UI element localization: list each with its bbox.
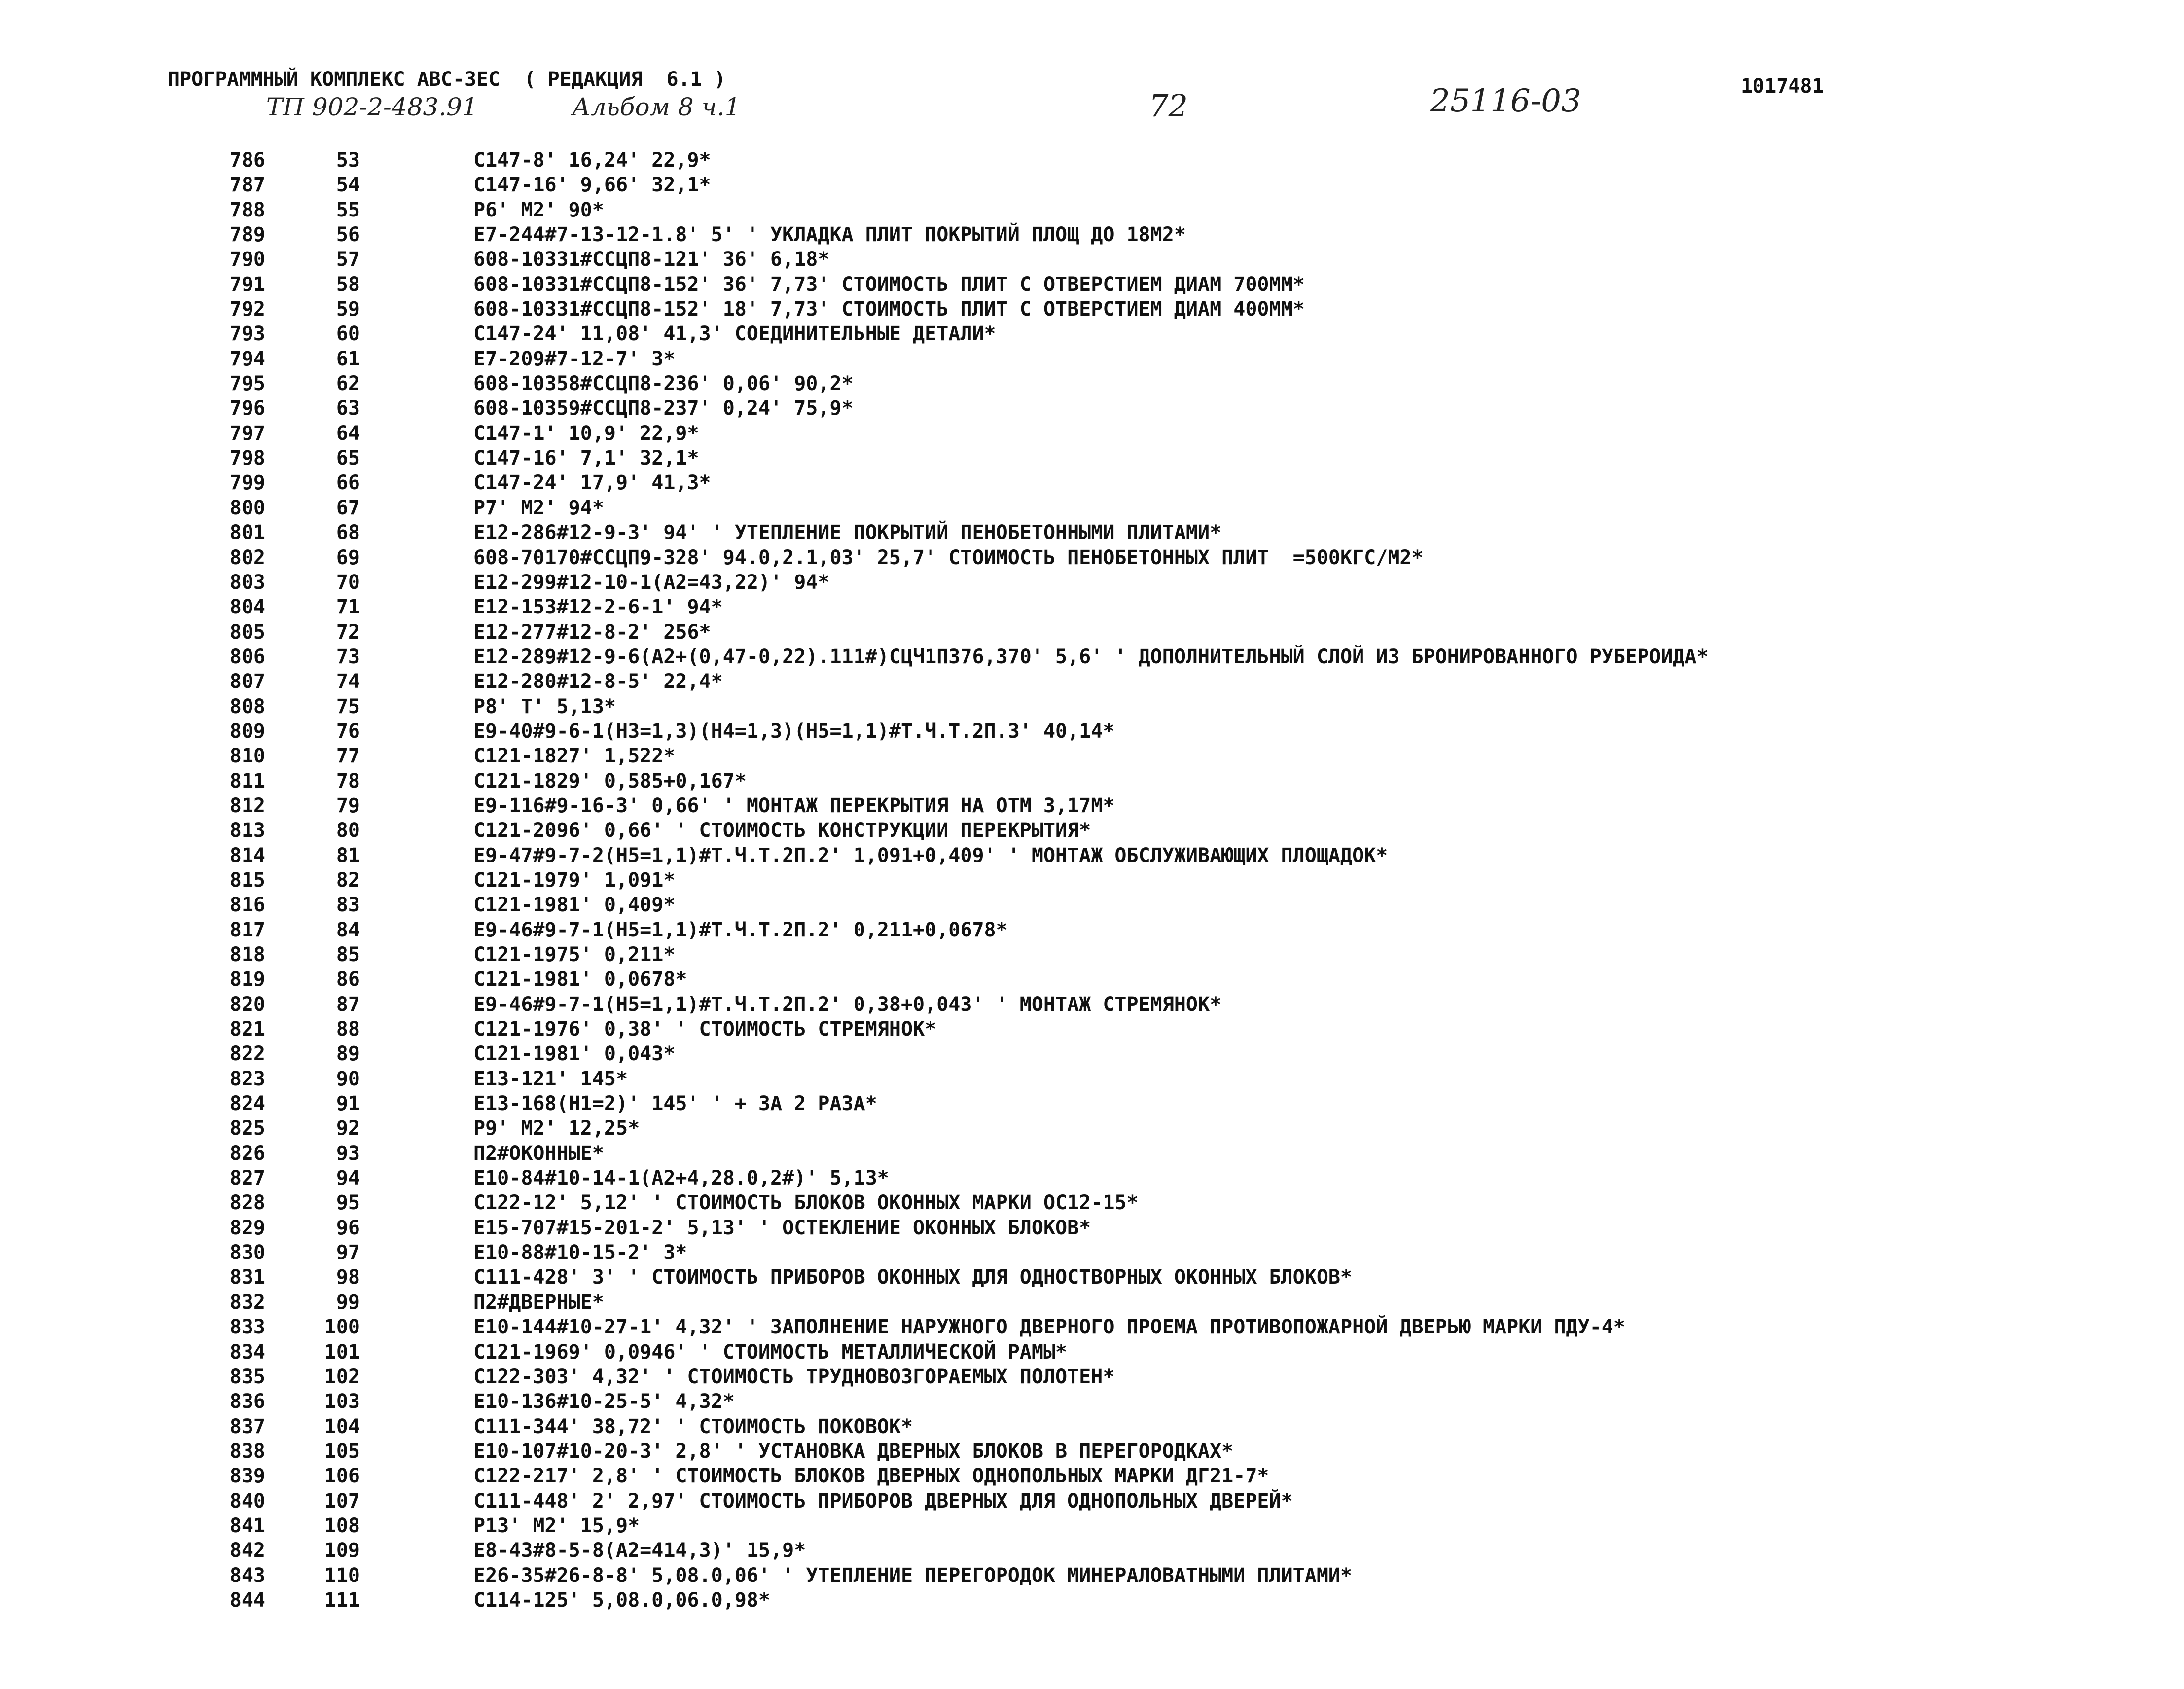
line-number: 795 <box>229 372 265 395</box>
statement-text: Р9' М2' 12,25* <box>473 1117 640 1140</box>
sequence-number: 103 <box>324 1390 360 1413</box>
line-number: 826 <box>229 1142 265 1165</box>
statement-text: С121-1969' 0,0946' ' СТОИМОСТЬ МЕТАЛЛИЧЕСКОЙ РАМЫ* <box>473 1340 1068 1364</box>
sequence-number: 62 <box>336 372 360 395</box>
sequence-number: 108 <box>324 1514 360 1537</box>
listing-row <box>0 992 2184 1017</box>
listing-row <box>0 620 2184 645</box>
statement-text: С121-1981' 0,043* <box>473 1042 676 1066</box>
statement-text: 608-10359#ССЦП8-237' 0,24' 75,9* <box>473 397 854 420</box>
sequence-number: 109 <box>324 1539 360 1562</box>
listing-row <box>0 669 2184 694</box>
line-number: 790 <box>229 248 265 271</box>
statement-text: Е12-299#12-10-1(А2=43,22)' 94* <box>473 571 830 594</box>
listing-row <box>0 1563 2184 1588</box>
line-number: 838 <box>229 1439 265 1463</box>
listing-row <box>0 793 2184 818</box>
sequence-number: 80 <box>336 819 360 842</box>
sequence-number: 94 <box>336 1167 360 1190</box>
statement-text: Е7-209#7-12-7' 3* <box>473 347 676 370</box>
listing-row <box>0 645 2184 669</box>
sequence-number: 60 <box>336 323 360 346</box>
line-number: 805 <box>229 620 265 644</box>
listing-row <box>0 719 2184 744</box>
listing-row <box>0 595 2184 619</box>
sequence-number: 77 <box>336 745 360 768</box>
line-number: 825 <box>229 1117 265 1140</box>
listing-row <box>0 843 2184 868</box>
listing-row <box>0 1091 2184 1116</box>
statement-text: П2#ОКОННЫЕ* <box>473 1142 604 1165</box>
statement-text: С121-1975' 0,211* <box>473 943 676 966</box>
line-number: 832 <box>229 1291 265 1314</box>
sequence-number: 66 <box>336 471 360 495</box>
listing-row <box>0 297 2184 322</box>
sequence-number: 95 <box>336 1191 360 1215</box>
listing-row <box>0 1588 2184 1613</box>
line-number: 829 <box>229 1216 265 1239</box>
listing-row <box>0 1240 2184 1265</box>
listing-row <box>0 520 2184 545</box>
sequence-number: 101 <box>324 1340 360 1364</box>
sequence-number: 57 <box>336 248 360 271</box>
statement-text: С121-2096' 0,66' ' СТОИМОСТЬ КОНСТРУКЦИИ ПЕРЕКРЫТИЯ* <box>473 819 1091 842</box>
line-number: 789 <box>229 223 265 247</box>
line-number: 817 <box>229 918 265 941</box>
statement-text: 608-10358#ССЦП8-236' 0,06' 90,2* <box>473 372 854 395</box>
line-number: 808 <box>229 695 265 718</box>
sequence-number: 106 <box>324 1465 360 1488</box>
listing-row <box>0 496 2184 520</box>
statement-text: С121-1981' 0,0678* <box>473 968 687 991</box>
listing-row <box>0 347 2184 371</box>
handwritten-album: Альбом 8 ч.1 <box>572 93 741 121</box>
sequence-number: 53 <box>336 149 360 172</box>
sequence-number: 71 <box>336 596 360 619</box>
line-number: 815 <box>229 868 265 892</box>
sequence-number: 110 <box>324 1564 360 1587</box>
sequence-number: 70 <box>336 571 360 594</box>
statement-text: Е12-153#12-2-6-1' 94* <box>473 596 723 619</box>
listing-row <box>0 1141 2184 1166</box>
listing-row <box>0 198 2184 222</box>
line-number: 813 <box>229 819 265 842</box>
statement-text: 608-10331#ССЦП8-152' 18' 7,73' СТОИМОСТЬ ПЛИТ С ОТВЕРСТИЕМ ДИАМ 400ММ* <box>473 298 1305 321</box>
listing-row <box>0 1290 2184 1315</box>
sequence-number: 96 <box>336 1216 360 1239</box>
statement-text: Е10-84#10-14-1(А2+4,28.0,2#)' 5,13* <box>473 1167 889 1190</box>
sequence-number: 82 <box>336 868 360 892</box>
sequence-number: 89 <box>336 1042 360 1066</box>
line-number: 823 <box>229 1067 265 1090</box>
listing-row <box>0 694 2184 719</box>
listing-row <box>0 446 2184 470</box>
statement-text: Е10-107#10-20-3' 2,8' ' УСТАНОВКА ДВЕРНЫХ БЛОКОВ В ПЕРЕГОРОДКАХ* <box>473 1439 1234 1463</box>
sequence-number: 61 <box>336 347 360 370</box>
listing-row <box>0 1340 2184 1365</box>
sequence-number: 93 <box>336 1142 360 1165</box>
sequence-number: 92 <box>336 1117 360 1140</box>
sequence-number: 54 <box>336 174 360 197</box>
statement-text: С122-12' 5,12' ' СТОИМОСТЬ БЛОКОВ ОКОННЫХ МАРКИ ОС12-15* <box>473 1191 1139 1215</box>
statement-text: 608-10331#ССЦП8-121' 36' 6,18* <box>473 248 830 271</box>
listing-row <box>0 371 2184 396</box>
statement-text: С121-1979' 1,091* <box>473 868 676 892</box>
sequence-number: 86 <box>336 968 360 991</box>
listing-row <box>0 247 2184 272</box>
listing-row <box>0 570 2184 595</box>
sequence-number: 90 <box>336 1067 360 1090</box>
sequence-number: 68 <box>336 521 360 544</box>
line-number: 798 <box>229 447 265 470</box>
line-number: 818 <box>229 943 265 966</box>
listing-row <box>0 967 2184 992</box>
sequence-number: 72 <box>336 620 360 644</box>
sequence-number: 79 <box>336 794 360 817</box>
statement-text: Е9-40#9-6-1(Н3=1,3)(Н4=1,3)(Н5=1,1)#Т.Ч.Т.2П.3' 40,14* <box>473 719 1115 743</box>
line-number: 811 <box>229 769 265 792</box>
sequence-number: 67 <box>336 496 360 519</box>
statement-text: С122-303' 4,32' ' СТОИМОСТЬ ТРУДНОВОЗГОРАЕМЫХ ПОЛОТЕН* <box>473 1365 1115 1388</box>
statement-text: Е9-116#9-16-3' 0,66' ' МОНТАЖ ПЕРЕКРЫТИЯ НА ОТМ 3,17М* <box>473 794 1115 817</box>
statement-text: Е10-136#10-25-5' 4,32* <box>473 1390 735 1413</box>
listing-row <box>0 1315 2184 1339</box>
handwritten-tp-number: ТП 902-2-483.91 <box>266 93 478 121</box>
listing-row <box>0 1190 2184 1215</box>
statement-text: Е13-121' 145* <box>473 1067 628 1090</box>
line-number: 839 <box>229 1465 265 1488</box>
line-number: 835 <box>229 1365 265 1388</box>
listing-row <box>0 272 2184 297</box>
listing-body <box>0 148 2184 1613</box>
line-number: 836 <box>229 1390 265 1413</box>
line-number: 828 <box>229 1191 265 1215</box>
line-number: 799 <box>229 471 265 495</box>
statement-text: Е10-88#10-15-2' 3* <box>473 1241 687 1264</box>
sequence-number: 100 <box>324 1316 360 1339</box>
listing-row <box>0 868 2184 893</box>
line-number: 788 <box>229 198 265 221</box>
statement-text: С147-1' 10,9' 22,9* <box>473 422 699 445</box>
sequence-number: 88 <box>336 1018 360 1041</box>
statement-text: Р6' М2' 90* <box>473 198 604 221</box>
statement-text: С111-448' 2' 2,97' СТОИМОСТЬ ПРИБОРОВ ДВЕРНЫХ ДЛЯ ОДНОПОЛЬНЫХ ДВЕРЕЙ* <box>473 1489 1293 1512</box>
line-number: 796 <box>229 397 265 420</box>
listing-row <box>0 545 2184 570</box>
statement-text: С121-1827' 1,522* <box>473 745 676 768</box>
listing-row <box>0 1389 2184 1414</box>
statement-text: С122-217' 2,8' ' СТОИМОСТЬ БЛОКОВ ДВЕРНЫХ ОДНОПОЛЬНЫХ МАРКИ ДГ21-7* <box>473 1465 1269 1488</box>
statement-text: Е8-43#8-5-8(А2=414,3)' 15,9* <box>473 1539 806 1562</box>
sequence-number: 99 <box>336 1291 360 1314</box>
sequence-number: 98 <box>336 1266 360 1289</box>
statement-text: С147-24' 17,9' 41,3* <box>473 471 711 495</box>
listing-row <box>0 744 2184 768</box>
sequence-number: 69 <box>336 546 360 569</box>
sequence-number: 84 <box>336 918 360 941</box>
line-number: 794 <box>229 347 265 370</box>
document-id: 1017481 <box>1741 75 1824 98</box>
line-number: 792 <box>229 298 265 321</box>
line-number: 827 <box>229 1167 265 1190</box>
statement-text: С121-1829' 0,585+0,167* <box>473 769 747 792</box>
listing-row <box>0 942 2184 967</box>
statement-text: Е12-277#12-8-2' 256* <box>473 620 711 644</box>
sequence-number: 58 <box>336 273 360 296</box>
sequence-number: 74 <box>336 670 360 693</box>
sequence-number: 78 <box>336 769 360 792</box>
statement-text: С114-125' 5,08.0,06.0,98* <box>473 1588 771 1612</box>
listing-row <box>0 1216 2184 1240</box>
statement-text: Р7' М2' 94* <box>473 496 604 519</box>
listing-row <box>0 148 2184 173</box>
sequence-number: 76 <box>336 719 360 743</box>
sequence-number: 87 <box>336 993 360 1016</box>
sequence-number: 104 <box>324 1415 360 1438</box>
sequence-number: 105 <box>324 1439 360 1463</box>
statement-text: С147-16' 9,66' 32,1* <box>473 174 711 197</box>
sequence-number: 65 <box>336 447 360 470</box>
statement-text: Е12-289#12-9-6(А2+(0,47-0,22).111#)СЦЧ1П376,370' 5,6' ' ДОПОЛНИТЕЛЬНЫЙ СЛОЙ ИЗ БРОНИРОВАННОГО РУБЕРОИДА* <box>473 645 1709 668</box>
line-number: 786 <box>229 149 265 172</box>
line-number: 831 <box>229 1266 265 1289</box>
line-number: 804 <box>229 596 265 619</box>
listing-row <box>0 1365 2184 1389</box>
line-number: 810 <box>229 745 265 768</box>
listing-row <box>0 396 2184 421</box>
line-number: 840 <box>229 1489 265 1512</box>
sequence-number: 55 <box>336 198 360 221</box>
line-number: 797 <box>229 422 265 445</box>
sequence-number: 59 <box>336 298 360 321</box>
statement-text: Е9-46#9-7-1(Н5=1,1)#Т.Ч.Т.2П.2' 0,211+0,0678* <box>473 918 1008 941</box>
statement-text: 608-10331#ССЦП8-152' 36' 7,73' СТОИМОСТЬ ПЛИТ С ОТВЕРСТИЕМ ДИАМ 700ММ* <box>473 273 1305 296</box>
line-number: 802 <box>229 546 265 569</box>
statement-text: С121-1981' 0,409* <box>473 894 676 917</box>
line-number: 801 <box>229 521 265 544</box>
line-number: 844 <box>229 1588 265 1612</box>
sequence-number: 111 <box>324 1588 360 1612</box>
line-number: 806 <box>229 645 265 668</box>
listing-row <box>0 1489 2184 1513</box>
line-number: 800 <box>229 496 265 519</box>
line-number: 821 <box>229 1018 265 1041</box>
line-number: 841 <box>229 1514 265 1537</box>
sequence-number: 107 <box>324 1489 360 1512</box>
sequence-number: 81 <box>336 844 360 867</box>
statement-text: 608-70170#ССЦП9-328' 94.0,2.1,03' 25,7' СТОИМОСТЬ ПЕНОБЕТОННЫХ ПЛИТ =500КГС/М2* <box>473 546 1424 569</box>
statement-text: Е13-168(Н1=2)' 145' ' + ЗА 2 РАЗА* <box>473 1092 877 1115</box>
listing-row <box>0 1538 2184 1563</box>
statement-text: С121-1976' 0,38' ' СТОИМОСТЬ СТРЕМЯНОК* <box>473 1018 937 1041</box>
listing-row <box>0 893 2184 917</box>
listing-row <box>0 1513 2184 1538</box>
statement-text: Е12-280#12-8-5' 22,4* <box>473 670 723 693</box>
statement-text: Е9-46#9-7-1(Н5=1,1)#Т.Ч.Т.2П.2' 0,38+0,043' ' МОНТАЖ СТРЕМЯНОК* <box>473 993 1222 1016</box>
line-number: 842 <box>229 1539 265 1562</box>
listing-row <box>0 918 2184 942</box>
statement-text: Е7-244#7-13-12-1.8' 5' ' УКЛАДКА ПЛИТ ПОКРЫТИЙ ПЛОЩ ДО 18М2* <box>473 223 1186 247</box>
line-number: 803 <box>229 571 265 594</box>
statement-text: Е15-707#15-201-2' 5,13' ' ОСТЕКЛЕНИЕ ОКОННЫХ БЛОКОВ* <box>473 1216 1091 1239</box>
line-number: 824 <box>229 1092 265 1115</box>
listing-row <box>0 818 2184 843</box>
line-number: 809 <box>229 719 265 743</box>
line-number: 814 <box>229 844 265 867</box>
program-header: ПРОГРАММНЫЙ КОМПЛЕКС АВС-3ЕС ( РЕДАКЦИЯ 6.1 ) <box>168 68 726 91</box>
sequence-number: 75 <box>336 695 360 718</box>
listing-row <box>0 322 2184 346</box>
listing-row <box>0 222 2184 247</box>
statement-text: С111-344' 38,72' ' СТОИМОСТЬ ПОКОВОК* <box>473 1415 913 1438</box>
sequence-number: 63 <box>336 397 360 420</box>
line-number: 812 <box>229 794 265 817</box>
listing-row <box>0 769 2184 793</box>
statement-text: Р8' Т' 5,13* <box>473 695 616 718</box>
handwritten-code: 25116-03 <box>1430 83 1581 119</box>
statement-text: Е10-144#10-27-1' 4,32' ' ЗАПОЛНЕНИЕ НАРУЖНОГО ДВЕРНОГО ПРОЕМА ПРОТИВОПОЖАРНОЙ ДВЕРЬЮ МАРКИ ПДУ-4* <box>473 1316 1625 1339</box>
sequence-number: 73 <box>336 645 360 668</box>
statement-text: Е26-35#26-8-8' 5,08.0,06' ' УТЕПЛЕНИЕ ПЕРЕГОРОДОК МИНЕРАЛОВАТНЫМИ ПЛИТАМИ* <box>473 1564 1353 1587</box>
listing-row <box>0 1265 2184 1290</box>
line-number: 816 <box>229 894 265 917</box>
listing-row <box>0 1439 2184 1464</box>
line-number: 819 <box>229 968 265 991</box>
sequence-number: 97 <box>336 1241 360 1264</box>
sequence-number: 64 <box>336 422 360 445</box>
statement-text: С111-428' 3' ' СТОИМОСТЬ ПРИБОРОВ ОКОННЫХ ДЛЯ ОДНОСТВОРНЫХ ОКОННЫХ БЛОКОВ* <box>473 1266 1353 1289</box>
statement-text: С147-16' 7,1' 32,1* <box>473 447 699 470</box>
listing-row <box>0 470 2184 495</box>
statement-text: П2#ДВЕРНЫЕ* <box>473 1291 604 1314</box>
handwritten-page-number: 72 <box>1149 88 1188 124</box>
line-number: 807 <box>229 670 265 693</box>
sequence-number: 91 <box>336 1092 360 1115</box>
line-number: 830 <box>229 1241 265 1264</box>
line-number: 791 <box>229 273 265 296</box>
listing-row <box>0 421 2184 446</box>
line-number: 843 <box>229 1564 265 1587</box>
statement-text: Е9-47#9-7-2(Н5=1,1)#Т.Ч.Т.2П.2' 1,091+0,409' ' МОНТАЖ ОБСЛУЖИВАЮЩИХ ПЛОЩАДОК* <box>473 844 1388 867</box>
listing-row <box>0 173 2184 197</box>
statement-text: Р13' М2' 15,9* <box>473 1514 640 1537</box>
statement-text: С147-24' 11,08' 41,3' СОЕДИНИТЕЛЬНЫЕ ДЕТАЛИ* <box>473 323 996 346</box>
line-number: 787 <box>229 174 265 197</box>
listing-row <box>0 1414 2184 1439</box>
listing-row <box>0 1166 2184 1190</box>
sequence-number: 85 <box>336 943 360 966</box>
sequence-number: 102 <box>324 1365 360 1388</box>
listing-row <box>0 1067 2184 1091</box>
listing-row <box>0 1017 2184 1042</box>
listing-row <box>0 1116 2184 1141</box>
line-number: 822 <box>229 1042 265 1066</box>
listing-row <box>0 1464 2184 1488</box>
line-number: 834 <box>229 1340 265 1364</box>
line-number: 793 <box>229 323 265 346</box>
listing-row <box>0 1042 2184 1066</box>
line-number: 837 <box>229 1415 265 1438</box>
statement-text: Е12-286#12-9-3' 94' ' УТЕПЛЕНИЕ ПОКРЫТИЙ ПЕНОБЕТОННЫМИ ПЛИТАМИ* <box>473 521 1222 544</box>
sequence-number: 83 <box>336 894 360 917</box>
sequence-number: 56 <box>336 223 360 247</box>
statement-text: С147-8' 16,24' 22,9* <box>473 149 711 172</box>
line-number: 820 <box>229 993 265 1016</box>
line-number: 833 <box>229 1316 265 1339</box>
